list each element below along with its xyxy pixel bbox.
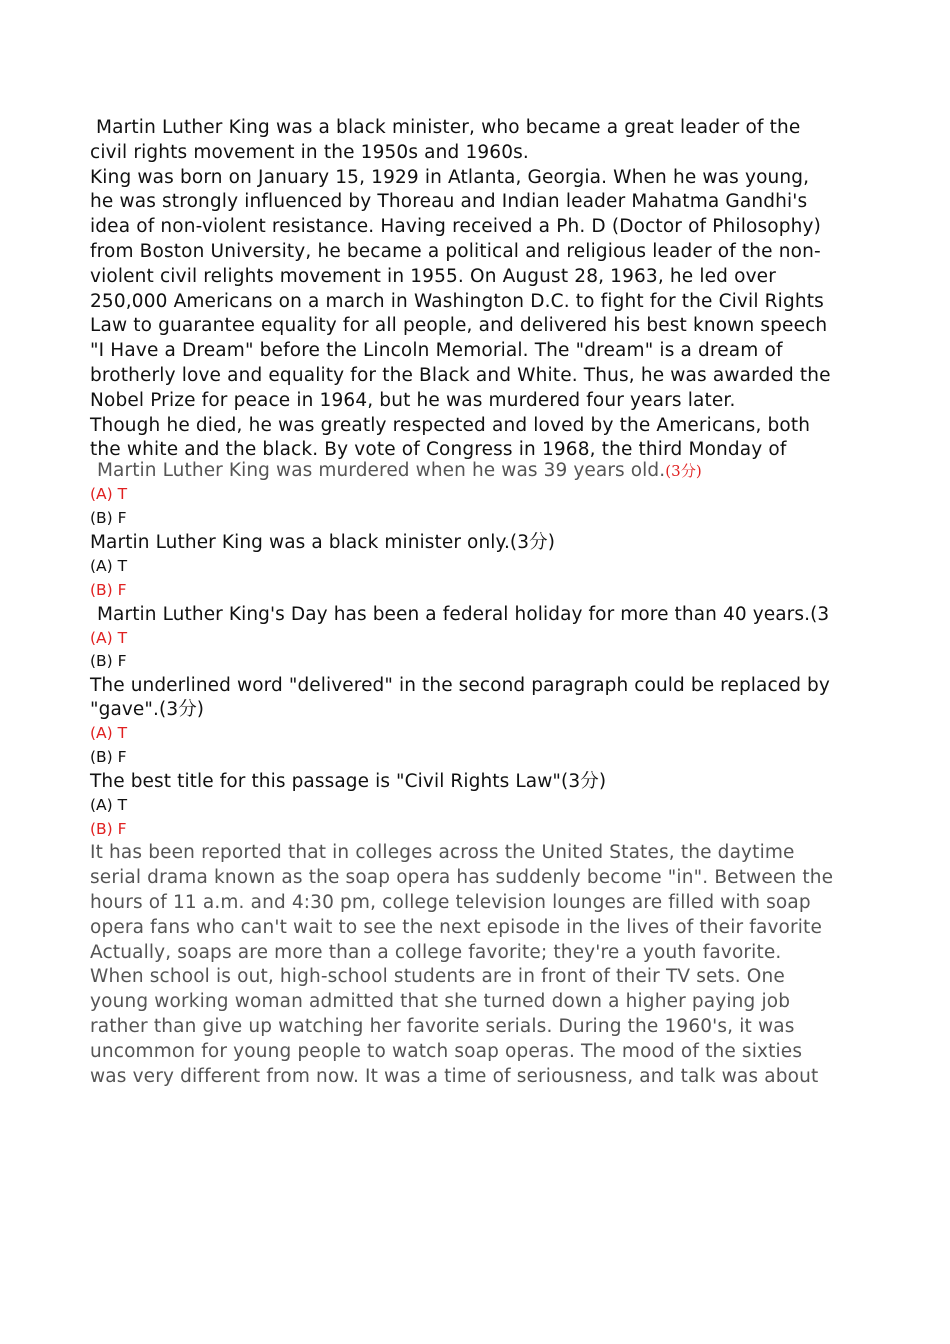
passage-line: 250,000 Americans on a march in Washington D.C. to fight for the Civil Rights — [90, 290, 824, 312]
passage-line: uncommon for young people to watch soap operas. The mood of the sixties — [90, 1040, 803, 1062]
passage-line: When school is out, high-school students are in front of their TV sets. One — [90, 966, 785, 988]
question-5 — [90, 770, 860, 842]
option-b[interactable]: (B) F — [90, 652, 127, 671]
question-1 — [90, 459, 860, 531]
option-a-selected[interactable]: (A) T — [90, 628, 128, 647]
question-2-text: Martin Luther King was a black minister only.(3分) — [90, 531, 556, 553]
question-4 — [90, 674, 860, 770]
question-1-text: Martin Luther King was murdered when he was 39 years old. — [97, 460, 666, 482]
question-3 — [90, 603, 860, 675]
question-2 — [90, 531, 860, 603]
question-4-text-line: The underlined word "delivered" in the second paragraph could be replaced by — [90, 675, 830, 697]
passage-line: Actually, soaps are more than a college favorite; they're a youth favorite. — [90, 941, 782, 963]
passage-line: Law to guarantee equality for all people, and delivered his best known speech — [90, 315, 828, 337]
passage-line: Martin Luther King was a black minister, who became a great leader of the — [90, 117, 801, 138]
exam-content — [90, 116, 860, 1089]
passage-line: King was born on January 15, 1929 in Atlanta, Georgia. When he was young, — [90, 166, 810, 188]
question-text — [90, 459, 860, 483]
question-1-score: (3分) — [665, 462, 702, 481]
option-b-selected[interactable]: (B) F — [90, 580, 127, 599]
option-a[interactable]: (A) T — [90, 795, 128, 814]
passage-line: brotherly love and equality for the Black and White. Thus, he was awarded the — [90, 364, 831, 386]
question-4-text-line: "gave".(3分) — [90, 699, 205, 721]
question-5-text: The best title for this passage is "Civil Rights Law"(3分) — [90, 770, 607, 792]
passage-line: Nobel Prize for peace in 1964, but he was murdered four years later. — [90, 389, 736, 411]
option-a-selected[interactable]: (A) T — [90, 724, 128, 743]
passage-line: opera fans who can't wait to see the next episode in the lives of their favorite — [90, 916, 822, 938]
passage-line: hours of 11 a.m. and 4:30 pm, college television lounges are filled with soap — [90, 891, 811, 913]
passage-line: the white and the black. By vote of Congress in 1968, the third Monday of — [90, 439, 787, 460]
passage-line: idea of non-violent resistance. Having received a Ph. D (Doctor of Philosophy) — [90, 216, 821, 238]
option-a-selected[interactable]: (A) T — [90, 485, 128, 504]
option-b[interactable]: (B) F — [90, 509, 127, 528]
option-a[interactable]: (A) T — [90, 556, 128, 575]
passage-1 — [90, 116, 860, 459]
passage-line: was very different from now. It was a time of seriousness, and talk was about — [90, 1065, 819, 1087]
option-b-selected[interactable]: (B) F — [90, 819, 127, 838]
passage-line: he was strongly influenced by Thoreau and Indian leader Mahatma Gandhi's — [90, 191, 808, 213]
passage-line: It has been reported that in colleges across the United States, the daytime — [90, 842, 795, 864]
passage-line: young working woman admitted that she turned down a higher paying job — [90, 991, 791, 1013]
passage-line: serial drama known as the soap opera has suddenly become "in". Between the — [90, 867, 834, 889]
passage-line: "I Have a Dream" before the Lincoln Memorial. The "dream" is a dream of — [90, 340, 783, 362]
passage-line: violent civil relights movement in 1955. On August 28, 1963, he led over — [90, 265, 776, 287]
passage-2 — [90, 841, 860, 1089]
passage-line: from Boston University, he became a political and religious leader of the non- — [90, 240, 821, 262]
passage-line: Though he died, he was greatly respected and loved by the Americans, both — [90, 414, 811, 436]
passage-line: rather than give up watching her favorite serials. During the 1960's, it was — [90, 1015, 795, 1037]
passage-line: civil rights movement in the 1950s and 1960s. — [90, 141, 529, 163]
question-3-text: Martin Luther King's Day has been a federal holiday for more than 40 years.(3 — [97, 603, 830, 625]
option-b[interactable]: (B) F — [90, 747, 127, 766]
